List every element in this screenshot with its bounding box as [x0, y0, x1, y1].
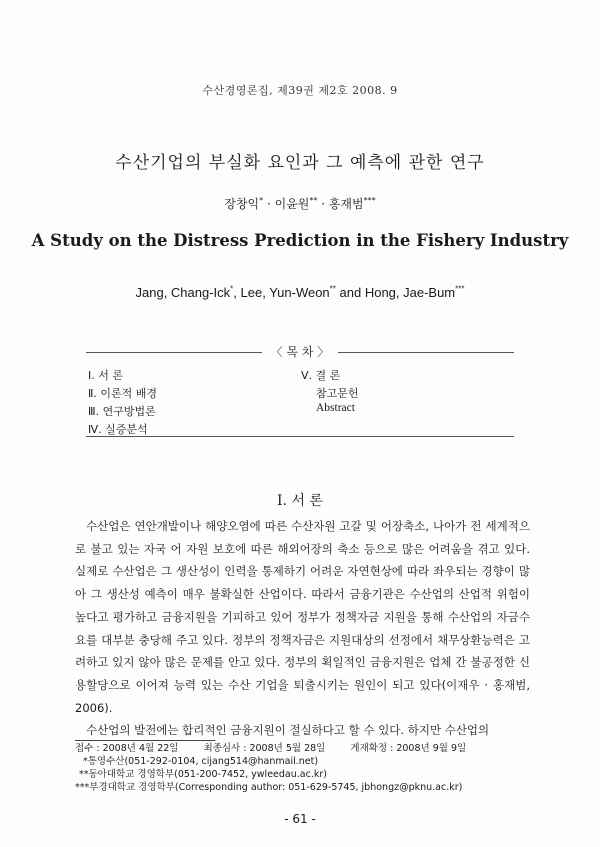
toc-rule-right — [338, 352, 514, 353]
accepted-date: 게재확정 : 2008년 9월 9일 — [350, 743, 467, 754]
author-name: 홍재범 — [328, 197, 364, 211]
footnote-2: **동아대학교 경영학부(051-200-7452, ywleedau.ac.kr) — [79, 769, 327, 780]
footnotes — [75, 742, 555, 794]
authors-korean — [0, 195, 600, 212]
author-en-2: , Lee, Yun-Weon — [233, 285, 330, 300]
toc-item: Ⅰ. 서 론 — [88, 369, 123, 382]
body-text — [75, 515, 530, 742]
toc-rule-left — [86, 352, 262, 353]
toc-rule-bottom — [86, 436, 514, 437]
author-mark: * — [230, 284, 234, 294]
author-en-3: and Hong, Jae-Bum — [335, 285, 456, 300]
received-date: 접수 : 2008년 4월 22일 — [75, 743, 179, 754]
author-name: 장창익 — [224, 197, 260, 211]
footnote-3: ***부경대학교 경영학부(Corresponding author: 051-629-5745, jbhongz@pknu.ac.kr) — [75, 782, 463, 793]
toc-item: Ⅲ. 연구방법론 — [88, 405, 156, 418]
toc-item: Ⅱ. 이론적 배경 — [88, 387, 158, 400]
author-separator: · — [263, 197, 275, 211]
toc-item: 참고문헌 — [316, 387, 359, 400]
author-en-1: Jang, Chang-Ick — [135, 285, 231, 300]
author-mark: * — [259, 196, 264, 205]
section-heading: Ⅰ. 서 론 — [277, 493, 323, 509]
author-separator: · — [317, 197, 329, 211]
paragraph: 수산업은 연안개발이나 해양오염에 따른 수산자원 고갈 및 어장축소, 나아가 전 세계적으로 불고 있는 자국 어 자원 보호에 따른 해외어장의 축소 등으로 많은 어려움을 겪고 있다. 실제로 수산업은 그 생산성이 인력을 통제하기 어려운 자연현상에 따라 좌우되는 경향이 많아 그 생산성 예측이 매우 불확실한 산업이다. 따라서 금융기관은 수산업의 산업적 위험이 높다고 평가하고 금융지원을 기피하고 있어 정부가 정책자금 지원을 통해 수산업의 자금수요를 대부분 충당해 주고 있다. 정부의 정책자금은 지원대상의 선정에서 채무상환능력은 고려하고 있지 않아 많은 문제를 안고 있다. 정부의 획일적인 금융지원은 업체 간 불공정한 신용할당으로 이어져 능력 있는 수산 기업을 퇴출시키는 원인이 되고 있다(이재우 · 홍재범, 2006). — [75, 519, 530, 715]
author-mark: *** — [455, 284, 465, 294]
footnote-rule — [75, 740, 215, 741]
reviewed-date: 최종심사 : 2008년 5월 28일 — [203, 743, 326, 754]
toc-item: Abstract — [316, 402, 355, 414]
paper-title-korean: 수산기업의 부실화 요인과 그 예측에 관한 연구 — [115, 153, 485, 173]
page-number: - 61 - — [284, 812, 316, 826]
authors-english — [0, 285, 600, 300]
footnote-1: *통영수산(051-292-0104, cijang514@hanmail.net) — [83, 756, 319, 767]
author-mark: *** — [363, 196, 376, 205]
paper-title-english: A Study on the Distress Prediction in the Fishery Industry — [31, 231, 569, 250]
toc-item: Ⅴ. 결 론 — [301, 369, 341, 382]
author-mark: ** — [329, 284, 336, 294]
author-mark: ** — [309, 196, 318, 205]
journal-header: 수산경영론집, 제39권 제2호 2008. 9 — [202, 84, 398, 97]
paragraph: 수산업의 발전에는 합리적인 금융지원이 절실하다고 할 수 있다. 하지만 수산업의 — [86, 723, 490, 738]
footnote-dates — [75, 742, 555, 755]
toc-heading: 〈 목 차 〉 — [262, 343, 338, 360]
author-name: 이윤원 — [274, 197, 310, 211]
toc-item: Ⅳ. 실증분석 — [88, 423, 148, 436]
